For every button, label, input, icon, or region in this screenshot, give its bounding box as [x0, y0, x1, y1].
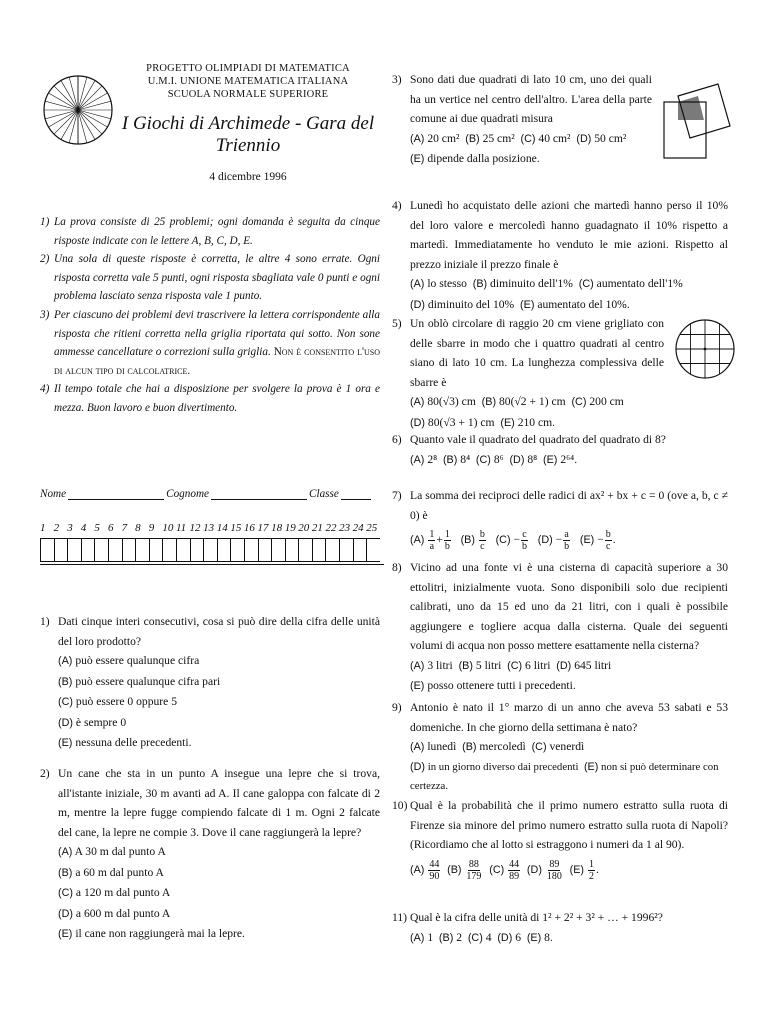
option-a[interactable]	[410, 453, 437, 466]
option-text: 50 cm²	[594, 131, 627, 145]
option-text: venerdì	[549, 740, 585, 753]
option-a[interactable]	[410, 659, 453, 672]
question-4	[392, 196, 728, 315]
option-letter: (E)	[520, 298, 535, 311]
option-letter: (E)	[579, 534, 595, 547]
answer-cell[interactable]	[203, 538, 217, 562]
question-text: Antonio è nato il 1° marzo di un anno che aveva 53 sabati e 53 domeniche. In che giorno della settimana è nato?	[410, 701, 728, 734]
fraction: $\frac{89}{180}$	[546, 858, 562, 882]
exam-header	[40, 62, 380, 192]
option-text: 80(√3 + 1) cm	[427, 415, 495, 429]
option-text: il cane non raggiungerà mai la lepre.	[75, 927, 245, 940]
options-line	[410, 758, 728, 797]
option-text: è sempre 0	[75, 715, 127, 729]
question-number: 3)	[392, 73, 402, 86]
fraction: $\frac{1}{2}$	[588, 858, 594, 882]
question-text: Sono dati due quadrati di lato 10 cm, uno dei quali ha un vertice nel centro dell'altro. L'area della parte comune ai due quadrati misura	[410, 73, 652, 125]
grid-number: 8	[135, 522, 141, 534]
student-info-row	[40, 488, 380, 500]
option-letter: (D)	[497, 931, 513, 944]
option-e[interactable]	[410, 149, 652, 170]
option-letter: (A)	[410, 453, 425, 466]
option-a[interactable]	[410, 132, 459, 145]
option-letter: (C)	[507, 659, 523, 672]
question-5	[392, 314, 664, 433]
option-letter: (C)	[520, 132, 536, 145]
answer-grid	[40, 538, 380, 565]
question-number: 2)	[40, 767, 50, 780]
option-letter: (B)	[458, 659, 473, 672]
option-text: 80(√3) cm	[427, 395, 476, 408]
option-text: 645 litri	[574, 658, 612, 672]
option-letter: (E)	[543, 453, 558, 466]
rule-text-part: Per ciascuno dei problemi devi trascrivere la lettera corrispondente alla risposta che ritieni corretta nella griglia riportata qui sotto. Non sone ammesse cancellature o correzioni sulla griglia.	[54, 308, 380, 359]
option-a[interactable]	[410, 395, 476, 408]
fraction: $\frac{1}{a}$	[429, 529, 435, 552]
option-c[interactable]: (C) − $\frac{c}{b}$	[495, 529, 528, 552]
options-line	[410, 392, 664, 413]
answer-cell[interactable]	[135, 538, 149, 562]
grid-number: 3	[67, 522, 73, 534]
question-6	[392, 430, 728, 470]
option-text: 20 cm²	[427, 131, 460, 145]
rule-item	[40, 250, 380, 306]
option-letter: (B)	[462, 741, 477, 753]
answer-cell[interactable]	[312, 538, 326, 562]
question-9	[392, 698, 728, 797]
option-d[interactable]	[556, 659, 611, 672]
option-e[interactable]	[527, 931, 553, 944]
option-text: 2⁸	[427, 452, 438, 466]
question-number: 8)	[392, 561, 402, 574]
porthole-grid-figure-icon	[674, 318, 736, 380]
option-text: in un giorno diverso dai precedenti	[427, 760, 579, 773]
option-letter: (E)	[58, 737, 73, 749]
option-a[interactable]: (A) $\frac{1}{a}$ + $\frac{1}{b}$	[410, 529, 450, 552]
grid-number: 6	[107, 522, 114, 534]
option-e[interactable]	[58, 733, 380, 754]
grid-number: 5	[94, 522, 100, 534]
option-letter: (A)	[58, 655, 73, 667]
question-text: Un oblò circolare di raggio 20 cm viene grigliato con delle sbarre in modo che i quattro quadrati al centro siano di lato 10 cm. La lunghezza complessiva delle sbarre è	[410, 317, 664, 389]
rule-text: Il tempo totale che hai a disposizione per svolgere la prova è 1 ora e mezza. Buon lavoro e buon divertimento.	[54, 383, 380, 414]
option-text: può essere qualunque cifra	[75, 654, 200, 667]
option-text: dipende dalla posizione.	[427, 152, 540, 165]
options-line	[410, 450, 728, 471]
header-line-2: U.M.I. UNIONE MATEMATICA ITALIANA	[147, 76, 349, 87]
option-e[interactable]	[410, 676, 728, 697]
option-letter: (D)	[509, 453, 525, 466]
option-letter: (B)	[447, 863, 462, 876]
option-text: diminuito dell'1%	[490, 277, 573, 290]
rule-item	[40, 380, 380, 417]
grid-number: 10	[162, 522, 174, 534]
grid-number: 1	[40, 522, 46, 534]
option-text: diminuito del 10%	[427, 297, 515, 311]
option-a[interactable]	[410, 858, 441, 882]
option-c[interactable]	[476, 453, 504, 466]
option-text: può essere qualunque cifra pari	[75, 674, 221, 688]
grid-number: 25	[366, 522, 378, 534]
option-b[interactable]	[459, 659, 502, 672]
header-line-1: PROGETTO OLIMPIADI DI MATEMATICA	[146, 63, 350, 74]
option-letter: (B)	[442, 453, 458, 466]
fraction: $\frac{88}{179}$	[466, 858, 482, 882]
option-text: 80(√2 + 1) cm	[498, 395, 566, 408]
answer-cell[interactable]	[366, 538, 380, 562]
answer-cell[interactable]	[244, 538, 258, 562]
question-10	[392, 796, 728, 882]
option-letter: (D)	[58, 716, 73, 729]
option-text: 2⁶⁴.	[560, 452, 578, 466]
header-line-3: SCUOLA NORMALE SUPERIORE	[167, 89, 329, 100]
option-c[interactable]	[489, 858, 521, 882]
option-text: 5 litri	[475, 658, 502, 672]
grid-number: 18	[271, 522, 283, 534]
option-text: 8⁶	[493, 452, 504, 466]
answer-cell[interactable]	[40, 538, 54, 562]
options-line	[410, 859, 728, 882]
fraction: $\frac{c}{b}$	[522, 529, 528, 552]
option-b[interactable]	[447, 858, 483, 882]
exam-date: 4 dicembre 1996	[209, 171, 287, 183]
option-letter: (B)	[472, 278, 488, 290]
answer-cell[interactable]	[217, 538, 231, 562]
option-b[interactable]	[482, 395, 566, 408]
option-b[interactable]	[58, 863, 380, 884]
grid-number: 14	[216, 522, 228, 534]
option-letter: (B)	[58, 675, 73, 688]
option-letter: (C)	[571, 396, 587, 408]
option-c[interactable]	[532, 740, 585, 753]
options-line	[410, 274, 728, 295]
options-line	[410, 129, 652, 150]
option-a[interactable]	[58, 651, 380, 672]
exam-title: I Giochi di Archimede - Gara del Triennio	[121, 113, 375, 156]
question-8	[392, 558, 728, 697]
option-letter: (B)	[465, 132, 480, 145]
option-text: aumentato del 10%.	[537, 297, 630, 311]
option-letter: (C)	[58, 696, 73, 708]
option-letter: (D)	[58, 907, 73, 920]
grid-number: 4	[80, 522, 87, 534]
option-e[interactable]	[520, 298, 630, 311]
answer-cell[interactable]	[325, 538, 339, 562]
question-7	[392, 486, 728, 552]
answer-cell[interactable]	[94, 538, 108, 562]
option-text: aumentato dell'1%	[596, 277, 683, 290]
option-letter: (D)	[526, 863, 542, 876]
option-letter: (B)	[481, 396, 497, 408]
option-letter: (C)	[531, 741, 547, 753]
answer-cell[interactable]	[285, 538, 299, 562]
answer-cell[interactable]	[149, 538, 163, 562]
option-letter: (E)	[569, 863, 585, 876]
option-d[interactable]	[410, 416, 495, 429]
option-letter: (E)	[410, 153, 425, 165]
rule-item	[40, 306, 380, 380]
question-number: 4)	[392, 199, 402, 212]
option-letter: (A)	[410, 396, 425, 408]
option-text: posso ottenere tutti i precedenti.	[427, 679, 576, 692]
option-letter: (E)	[500, 416, 515, 429]
answer-cell[interactable]	[298, 538, 312, 562]
option-text: 6	[515, 930, 522, 944]
nome-label: Nome	[40, 488, 67, 500]
option-letter: (B)	[438, 931, 454, 944]
option-a[interactable]	[58, 842, 380, 863]
option-c[interactable]	[58, 883, 380, 904]
option-text: 8⁸	[527, 452, 538, 466]
option-letter: (A)	[410, 659, 425, 672]
option-letter: (D)	[537, 534, 553, 547]
fraction: $\frac{1}{b}$	[444, 529, 450, 552]
answer-grid-numbers	[40, 522, 380, 534]
question-text: Un cane che sta in un punto A insegue una lepre che si trova, all'istante iniziale, 30 m avanti ad A. Il cane galoppa con falcate di 2 m, mentre la lepre fugge compiendo falcate di 1 m. Ogni 2 falcate del cane, la lepre ne compie 3. Dove il cane raggiungerà la lepre?	[58, 767, 380, 839]
option-letter: (C)	[578, 278, 594, 290]
option-c[interactable]	[521, 132, 571, 145]
answer-cell[interactable]	[339, 538, 353, 562]
option-d[interactable]	[58, 904, 380, 925]
option-letter: (C)	[495, 534, 511, 547]
cognome-field[interactable]	[211, 498, 307, 500]
option-letter: (D)	[576, 132, 592, 145]
option-text: 8⁴	[460, 452, 471, 466]
fraction: $\frac{b}{c}$	[605, 529, 611, 552]
option-letter: (E)	[410, 680, 425, 692]
fraction: $\frac{b}{c}$	[479, 529, 485, 552]
option-b[interactable]	[58, 672, 380, 693]
grid-number: 19	[284, 522, 296, 534]
option-letter: (A)	[410, 278, 425, 290]
option-letter: (C)	[467, 931, 483, 944]
question-number: 5)	[392, 317, 402, 330]
options-line	[410, 737, 728, 758]
grid-number: 2	[53, 522, 60, 534]
option-text: mercoledì	[479, 740, 526, 753]
answer-cell[interactable]	[176, 538, 190, 562]
question-1	[40, 612, 380, 754]
option-letter: (E)	[526, 931, 542, 944]
option-letter: (D)	[556, 659, 572, 672]
option-text: non si può determinare con certezza.	[410, 760, 719, 792]
question-text: Vicino ad una fonte vi è una cisterna di capacità superiore a 30 ettolitri, inizialmente vuota. Sono disponibili solo due recipienti calibrati, uno da 15 ed uno da 21 litri, con i quali è possibile aggiungere e togliere acqua dalla cisterna. Quale dei seguenti volumi di acqua non posso mettere esattamente nella cisterna?	[410, 561, 728, 652]
question-text: La somma dei reciproci delle radici di ax² + bx + c = 0 (ove a, b, c ≠ 0) è	[410, 489, 728, 522]
option-d[interactable]	[410, 298, 514, 311]
option-d[interactable]	[509, 453, 537, 466]
fraction: $\frac{44}{89}$	[509, 858, 520, 882]
option-text: nessuna delle precedenti.	[75, 736, 192, 749]
option-letter: (A)	[410, 931, 425, 944]
option-d[interactable]	[497, 931, 521, 944]
rule-text-smallcaps: Non è consentito l'uso di alcun tipo di calcolatrice.	[54, 346, 380, 377]
option-letter: (A)	[58, 846, 73, 858]
rule-item	[40, 213, 380, 250]
option-letter: (A)	[410, 863, 425, 876]
answer-cell[interactable]	[81, 538, 95, 562]
option-b[interactable]	[462, 740, 526, 753]
option-letter: (E)	[583, 760, 599, 773]
answer-cell[interactable]	[353, 538, 367, 562]
option-text: 1	[427, 930, 434, 944]
rule-text	[54, 306, 380, 380]
option-d[interactable]: (D) − $\frac{a}{b}$	[537, 529, 570, 552]
option-a[interactable]	[410, 277, 467, 290]
grid-number: 7	[121, 522, 128, 534]
option-d[interactable]	[576, 132, 626, 145]
grid-number: 22	[325, 522, 337, 534]
fraction: $\frac{a}{b}$	[564, 529, 570, 552]
option-text: a 600 m dal punto A	[75, 906, 171, 920]
question-text: Quanto vale il quadrato del quadrato del quadrato di 8?	[410, 433, 666, 446]
option-letter: (D)	[410, 298, 425, 311]
question-11	[392, 908, 728, 948]
question-text: Qual è la probabilità che il primo numero estratto sulla ruota di Firenze sia minore del primo numero estratto sulla ruota di Napoli? (Ricordiamo che al lotto si estraggono i numeri da 1 al 90).	[410, 799, 728, 851]
option-e[interactable]: (E) − $\frac{b}{c}$ .	[579, 529, 616, 552]
option-a[interactable]	[410, 931, 433, 944]
option-d[interactable]	[526, 858, 564, 882]
answer-cell[interactable]	[122, 538, 136, 562]
cognome-label: Cognome	[166, 488, 209, 500]
option-e[interactable]: (E) $\frac{1}{2}$ .	[569, 858, 599, 882]
answer-cell[interactable]	[67, 538, 81, 562]
question-number: 6)	[392, 433, 402, 446]
options-line	[410, 295, 728, 316]
question-text: Lunedì ho acquistato delle azioni che martedì hanno perso il 10% del loro valore e mercoledì hanno guadagnato il 10% rispetto a martedì. Immediatamente ho venduto le mie azioni. Rispetto al prezzo iniziale il prezzo finale è	[410, 199, 728, 271]
option-c[interactable]	[507, 659, 550, 672]
option-b[interactable]	[460, 529, 487, 552]
grid-number: 17	[257, 522, 269, 534]
option-e[interactable]	[500, 416, 555, 429]
question-3	[392, 70, 652, 170]
rule-number: 4)	[40, 383, 50, 396]
answer-cell[interactable]	[230, 538, 244, 562]
option-letter: (A)	[410, 132, 425, 145]
option-b[interactable]	[465, 132, 514, 145]
option-e[interactable]	[543, 453, 577, 466]
rule-number: 2)	[40, 253, 50, 266]
grid-number: 12	[189, 522, 201, 534]
option-text: 2	[456, 930, 463, 944]
option-text: può essere 0 oppure 5	[75, 695, 178, 708]
option-letter: (E)	[58, 928, 73, 940]
option-d[interactable]	[410, 761, 579, 773]
rules-list	[40, 213, 380, 418]
option-c[interactable]	[58, 692, 380, 713]
option-letter: (D)	[410, 416, 425, 429]
grid-number: 23	[339, 522, 351, 534]
question-text: Dati cinque interi consecutivi, cosa si può dire della cifra delle unità del loro prodotto?	[58, 615, 380, 648]
option-letter: (B)	[58, 866, 73, 879]
option-letter: (A)	[410, 534, 425, 547]
option-letter: (C)	[58, 887, 73, 899]
option-text: 8.	[544, 930, 553, 944]
header-text	[120, 62, 376, 183]
grid-number: 16	[243, 522, 255, 534]
grid-number: 24	[352, 522, 364, 534]
archimedes-logo-icon	[42, 74, 114, 146]
option-text: a 120 m dal punto A	[75, 886, 171, 899]
option-text: 25 cm²	[482, 131, 515, 145]
option-c[interactable]	[579, 277, 683, 290]
answer-cell[interactable]	[54, 538, 68, 562]
question-text: Qual è la cifra delle unità di 1² + 2² + 3² + … + 1996²?	[410, 911, 663, 924]
grid-number: 11	[175, 522, 187, 534]
fraction: $\frac{44}{90}$	[429, 858, 440, 882]
two-squares-figure-icon	[660, 40, 732, 160]
option-b[interactable]	[473, 277, 573, 290]
options-line	[410, 529, 728, 552]
option-text: a 60 m dal punto A	[75, 865, 164, 879]
option-c[interactable]	[468, 931, 492, 944]
option-b[interactable]	[439, 931, 462, 944]
option-text: 200 cm	[589, 395, 624, 408]
question-number: 1)	[40, 615, 50, 628]
option-text: lo stesso	[427, 277, 467, 290]
answer-cell[interactable]	[271, 538, 285, 562]
option-text: 210 cm.	[517, 415, 556, 429]
option-text: 6 litri	[525, 658, 551, 672]
answer-cell[interactable]	[258, 538, 272, 562]
question-number: 11)	[392, 911, 408, 924]
question-number: 9)	[392, 701, 402, 714]
option-letter: (C)	[475, 453, 491, 466]
option-c[interactable]	[571, 395, 623, 408]
nome-field[interactable]	[68, 498, 164, 500]
question-number: 10)	[392, 799, 408, 812]
grid-number: 20	[298, 522, 310, 534]
option-letter: (A)	[410, 741, 425, 753]
classe-field[interactable]	[341, 498, 371, 500]
option-e[interactable]	[58, 924, 380, 945]
answer-cell[interactable]	[162, 538, 176, 562]
option-d[interactable]	[58, 713, 380, 734]
grid-number: 21	[311, 522, 323, 534]
option-text: 40 cm²	[538, 131, 571, 145]
rule-text: Una sola di queste risposte è corretta, le altre 4 sono errate. Ogni risposta corretta vale 5 punti, ogni risposta sbagliata vale 0 punti e ogni problema lasciato senza risposta vale 1 punto.	[54, 253, 380, 303]
rule-text: La prova consiste di 25 problemi; ogni domanda è seguita da cinque risposte indicate con le lettere A, B, C, D, E.	[54, 216, 380, 247]
option-a[interactable]	[410, 740, 456, 753]
question-number: 7)	[392, 489, 402, 502]
rule-number: 3)	[40, 308, 50, 321]
options-line	[410, 928, 728, 949]
grid-number: 13	[203, 522, 215, 534]
option-text: A 30 m dal punto A	[74, 845, 166, 858]
option-letter: (D)	[410, 760, 425, 773]
grid-tail-line	[376, 564, 384, 565]
option-letter: (C)	[489, 863, 505, 876]
options-line	[410, 656, 728, 677]
classe-label: Classe	[309, 488, 339, 500]
grid-number: 15	[230, 522, 242, 534]
grid-number: 9	[148, 522, 155, 534]
answer-cell[interactable]	[190, 538, 204, 562]
option-text: 3 litri	[427, 658, 453, 672]
option-text: 4	[485, 930, 492, 944]
answer-cell[interactable]	[108, 538, 122, 562]
option-text: lunedì	[427, 740, 457, 753]
rule-number: 1)	[40, 216, 50, 228]
option-letter: (B)	[460, 534, 475, 547]
option-b[interactable]	[443, 453, 470, 466]
question-2	[40, 764, 380, 945]
